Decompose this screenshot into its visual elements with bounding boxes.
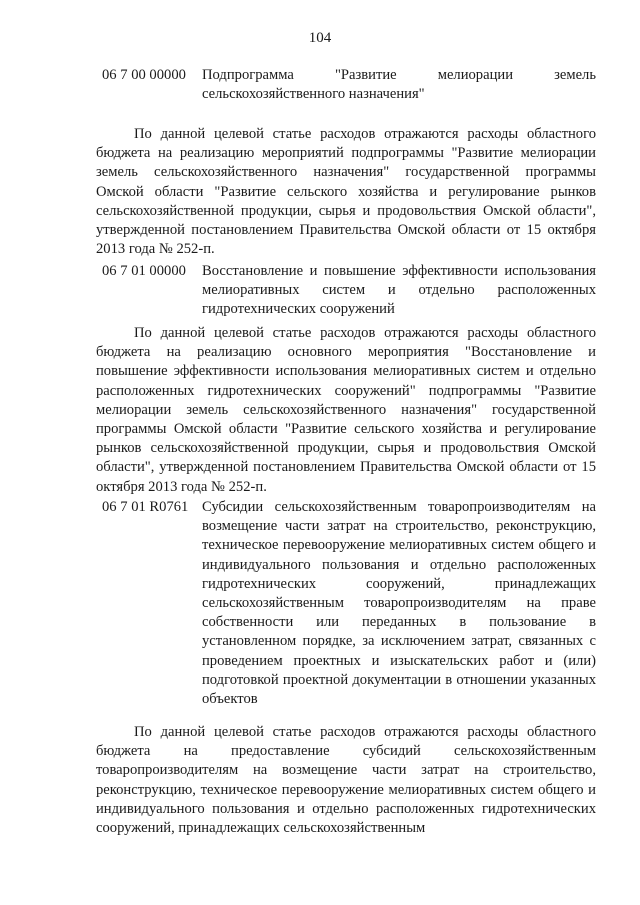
page-number: 104 — [308, 30, 332, 46]
entry-title: Субсидии сельскохозяйственным товаропроизводителям на возмещение части затрат на строительство, реконструкцию, техническое перевооружение мелиоративных систем общего и индивидуального пользования и отдельно расположенных гидротехнических сооружений, принадлежащих сельскохозяйственным товаропроизводителям на праве собственности или переданных в пользование в установленном порядке, за исключением затрат, связанных с проведением проектных и изыскательских работ и (или) подготовкой проектной документации в отношении указанных объектов — [202, 499, 596, 708]
entry-title: Подпрограмма "Развитие мелиорации земель сельскохозяйственного назначения" — [202, 67, 596, 103]
budget-entry — [96, 262, 596, 320]
entry-code: 06 7 01 00000 — [102, 263, 186, 279]
description-paragraph: По данной целевой статье расходов отражаются расходы областного бюджета на реализацию мероприятий подпрограммы "Развитие мелиорации земель сельскохозяйственного назначения" государственной программы Омской области "Развитие сельского хозяйства и регулирование рынков сельскохозяйственной продукции, сырья и продовольствия Омской области", утвержденной постановлением Правительства Омской области от 15 октября 2013 года № 252-п. — [96, 126, 596, 258]
entry-code: 06 7 01 R0761 — [102, 499, 189, 515]
entry-title: Восстановление и повышение эффективности использования мелиоративных систем и отдельно расположенных гидротехнических сооружений — [202, 263, 596, 318]
budget-entry — [96, 498, 596, 709]
description-paragraph: По данной целевой статье расходов отражаются расходы областного бюджета на предоставление субсидий сельскохозяйственным товаропроизводителям на возмещение части затрат на строительство, реконструкцию, техническое перевооружение мелиоративных систем общего и индивидуального пользования и отдельно расположенных гидротехнических сооружений, принадлежащих сельскохозяйственным — [96, 724, 596, 837]
description-paragraph: По данной целевой статье расходов отражаются расходы областного бюджета на реализацию основного мероприятия "Восстановление и повышение эффективности использования мелиоративных систем и отдельно расположенных гидротехнических сооружений" подпрограммы "Развитие мелиорации земель сельскохозяйственного назначения" государственной программы Омской области "Развитие сельского хозяйства и регулирование рынков сельскохозяйственной продукции, сырья и продовольствия Омской области", утвержденной постановлением Правительства Омской области от 15 октября 2013 года № 252-п. — [96, 325, 596, 495]
budget-entry — [96, 66, 596, 104]
entry-code: 06 7 00 00000 — [102, 67, 186, 83]
